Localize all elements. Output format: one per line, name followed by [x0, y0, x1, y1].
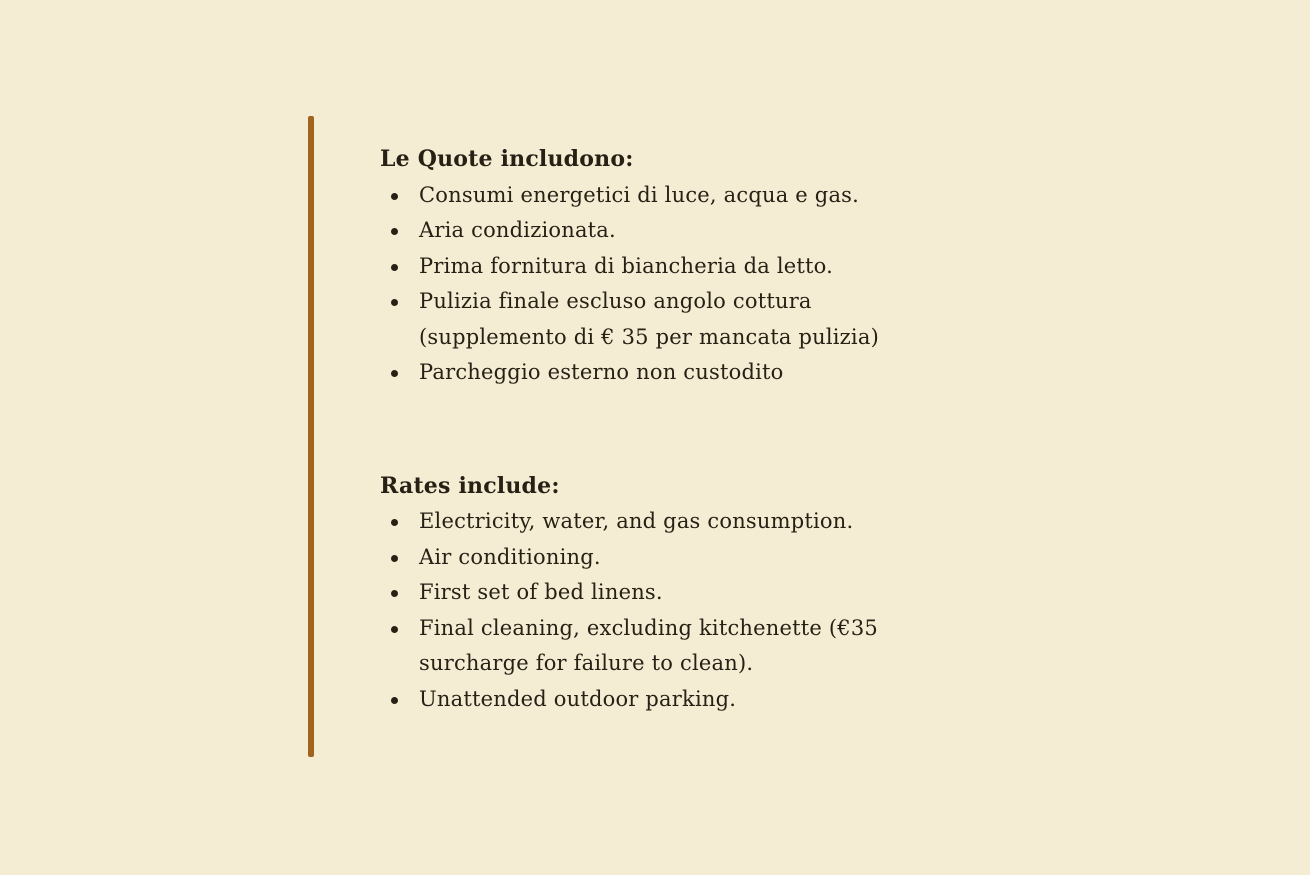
- list-item: Electricity, water, and gas consumption.: [380, 504, 1000, 540]
- list-item: Unattended outdoor parking.: [380, 682, 1000, 718]
- list-item: Aria condizionata.: [380, 213, 1000, 249]
- list-item: Parcheggio esterno non custodito: [380, 355, 1000, 391]
- section-heading-english: Rates include:: [380, 472, 560, 499]
- bullet-list-english: [380, 504, 1000, 717]
- section-rates-english: [380, 469, 1000, 718]
- list-item: Air conditioning.: [380, 540, 1000, 576]
- accent-vertical-rule: [308, 116, 314, 757]
- bullet-list-italian: [380, 178, 1000, 391]
- section-rates-italian: [380, 142, 1000, 391]
- list-item: Prima fornitura di biancheria da letto.: [380, 249, 1000, 285]
- section-heading-italian: Le Quote includono:: [380, 146, 634, 172]
- list-item: First set of bed linens.: [380, 575, 1000, 611]
- list-item: Consumi energetici di luce, acqua e gas.: [380, 178, 1000, 214]
- list-item: Final cleaning, excluding kitchenette (€35 surcharge for failure to clean).: [380, 611, 1000, 682]
- list-item: Pulizia finale escluso angolo cottura (supplemento di € 35 per mancata pulizia): [380, 284, 1000, 355]
- rates-content-panel: [380, 142, 1000, 717]
